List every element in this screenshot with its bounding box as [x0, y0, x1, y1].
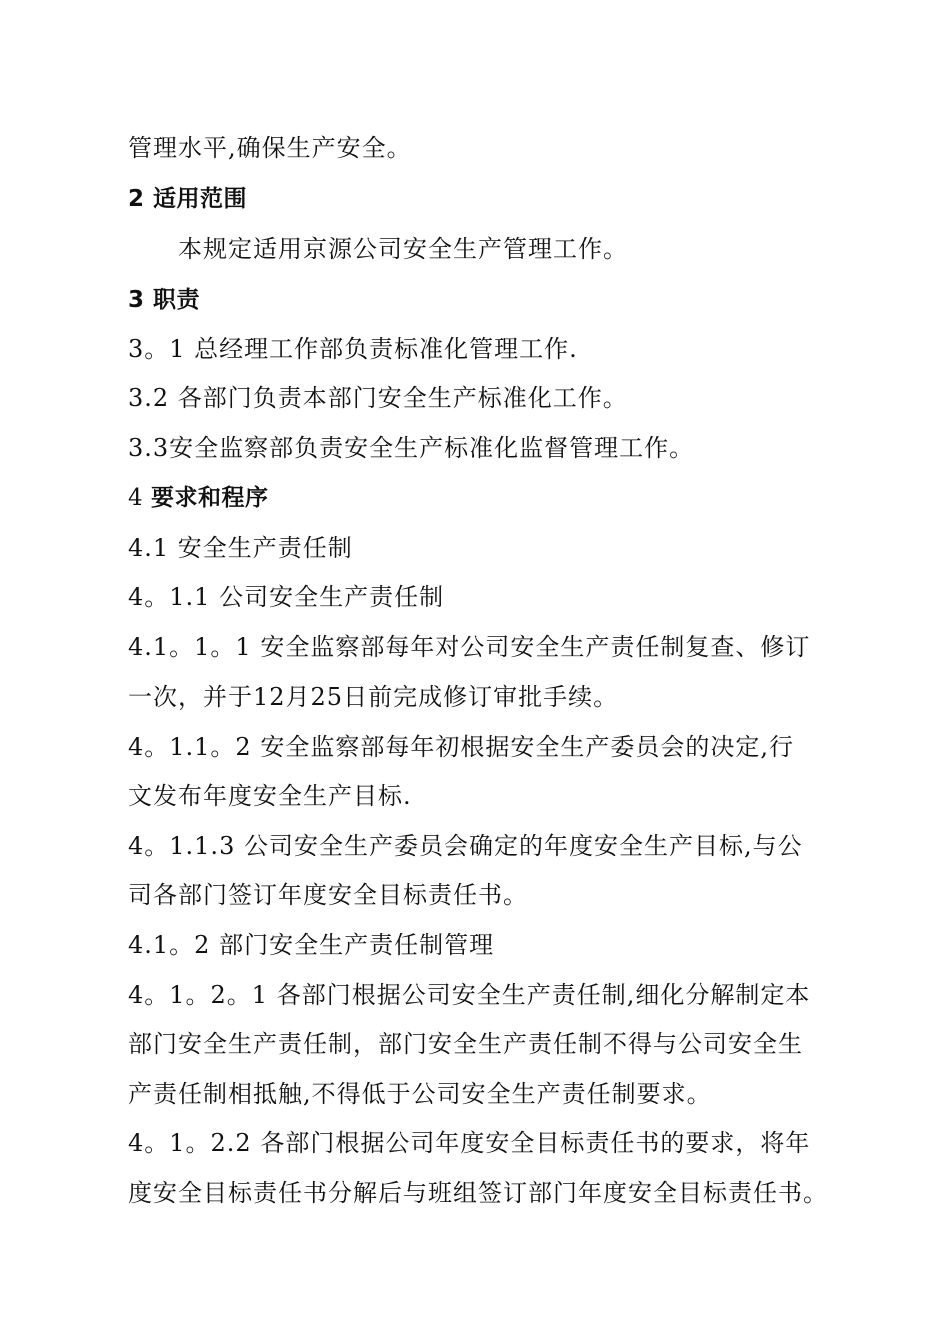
section-heading-scope: 2 适用范围: [128, 186, 248, 212]
body-line: 度安全目标责任书分解后与班组签订部门年度安全目标责任书。: [128, 1179, 828, 1207]
body-line: 4.1 安全生产责任制: [128, 534, 353, 562]
body-line: 4.1。2 部门安全生产责任制管理: [128, 931, 495, 959]
body-line: 司各部门签订年度安全目标责任书。: [128, 881, 528, 909]
body-line: 部门安全生产责任制，部门安全生产责任制不得与公司安全生: [128, 1030, 803, 1058]
body-line: 3。1 总经理工作部负责标准化管理工作.: [128, 335, 578, 363]
body-line: 产责任制相抵触,不得低于公司安全生产责任制要求。: [128, 1080, 712, 1108]
section-heading-requirements: 4 要求和程序: [128, 485, 269, 511]
body-line: 4。1.1.3 公司安全生产委员会确定的年度安全生产目标,与公: [128, 832, 803, 860]
body-line: 本规定适用京源公司安全生产管理工作。: [178, 235, 628, 263]
body-line: 一次，并于12月25日前完成修订审批手续。: [128, 683, 619, 711]
body-line: 4.1。1。1 安全监察部每年对公司安全生产责任制复查、修订: [128, 633, 811, 661]
body-line: 4。1.1 公司安全生产责任制: [128, 583, 445, 611]
section-heading-duties: 3 职责: [128, 287, 201, 313]
body-line: 4。1.1。2 安全监察部每年初根据安全生产委员会的决定,行: [128, 733, 794, 761]
body-line: 4。1。2.2 各部门根据公司年度安全目标责任书的要求，将年: [128, 1129, 811, 1157]
body-line: 4。1。2。1 各部门根据公司安全生产责任制,细化分解制定本: [128, 981, 811, 1009]
body-line: 管理水平,确保生产安全。: [128, 134, 412, 162]
body-line: 文发布年度安全生产目标.: [128, 782, 412, 810]
body-line: 3.2 各部门负责本部门安全生产标准化工作。: [128, 384, 628, 412]
body-line: 3.3安全监察部负责安全生产标准化监督管理工作。: [128, 434, 695, 462]
